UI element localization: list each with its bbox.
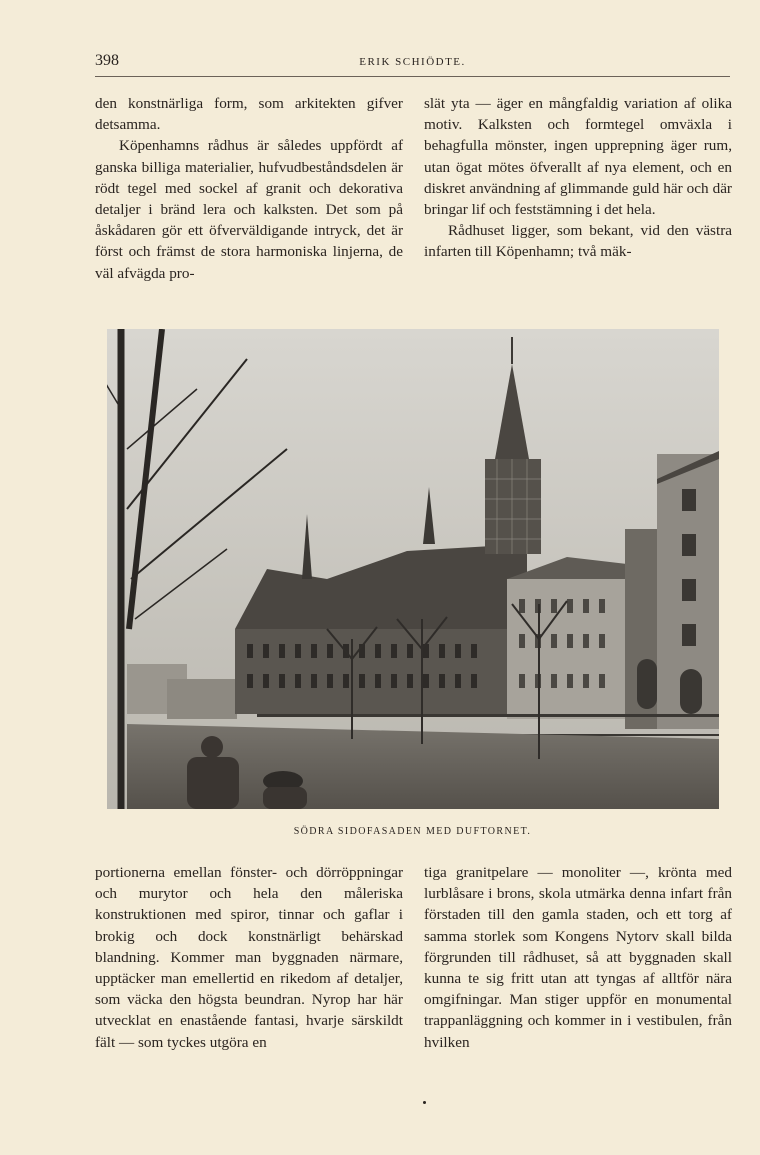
page-number: 398 — [95, 52, 119, 69]
paragraph: den konstnärliga form, som arkitekten gifver detsamma. — [95, 95, 403, 134]
page-header — [95, 52, 730, 77]
figure-caption: SÖDRA SIDOFASADEN MED DUFTORNET. — [293, 826, 532, 837]
text-column-bottom-left — [95, 862, 403, 1053]
running-head: ERIK SCHIÖDTE. — [359, 56, 466, 68]
photograph-illustration — [107, 329, 719, 809]
paragraph: portionerna emellan fönster- och dörröppningar och murytor och hela den måleriska konstruktionen med spiror, tinnar och gaflar i brokig och dock konstnärligt behärskad blandning. Kommer man byggnaden närmare, upptäcker man emellertid en rikedom af detaljer, som väcka den högsta beundran. Nyrop har här utvecklat en enastående fantasi, hvarje särskildt fält — som tyckes utgöra en — [95, 864, 403, 1051]
paragraph: Rådhuset ligger, som bekant, vid den västra infarten till Köpenhamn; två mäk- — [424, 222, 732, 261]
text-column-bottom-right — [424, 862, 732, 1053]
city-hall-photograph — [107, 329, 719, 809]
text-column-top-right — [424, 93, 732, 263]
paragraph: tiga granitpelare — monoliter —, krönta med lurblåsare i brons, skola utmärka denna infart från förstaden till den gamla staden, och ett torg af samma storlek som Kongens Nytorv skall bilda förgrunden till rådhuset, så att byggnaden skall kunna te sig fritt utan att tyngas af alltför nära omgifningar. Man stiger uppför en monumental trappanläggning och kommer in i vestibulen, från hvilken — [424, 864, 732, 1051]
text-column-top-left — [95, 93, 403, 284]
paragraph: Köpenhamns rådhus är således uppfördt af ganska billiga materialier, hufvudbeståndsdelen är rödt tegel med sockel af granit och dekorativa detaljer i bränd lera och kalksten. Det som på åskådaren gör ett öfverväldigande intryck, det är först och främst de stora harmoniska linjerna, de väl afvägda pro- — [95, 137, 403, 282]
paragraph: slät yta — äger en mångfaldig variation af olika motiv. Kalksten och formtegel omväxla i behagfulla mönster, ingen upprepning äger rum, utan ögat mötes öfverallt af nya element, och en diskret användning af glimmande guld här och där bringar lif och feststämning i det hela. — [424, 95, 732, 219]
page-mark — [423, 1101, 426, 1104]
